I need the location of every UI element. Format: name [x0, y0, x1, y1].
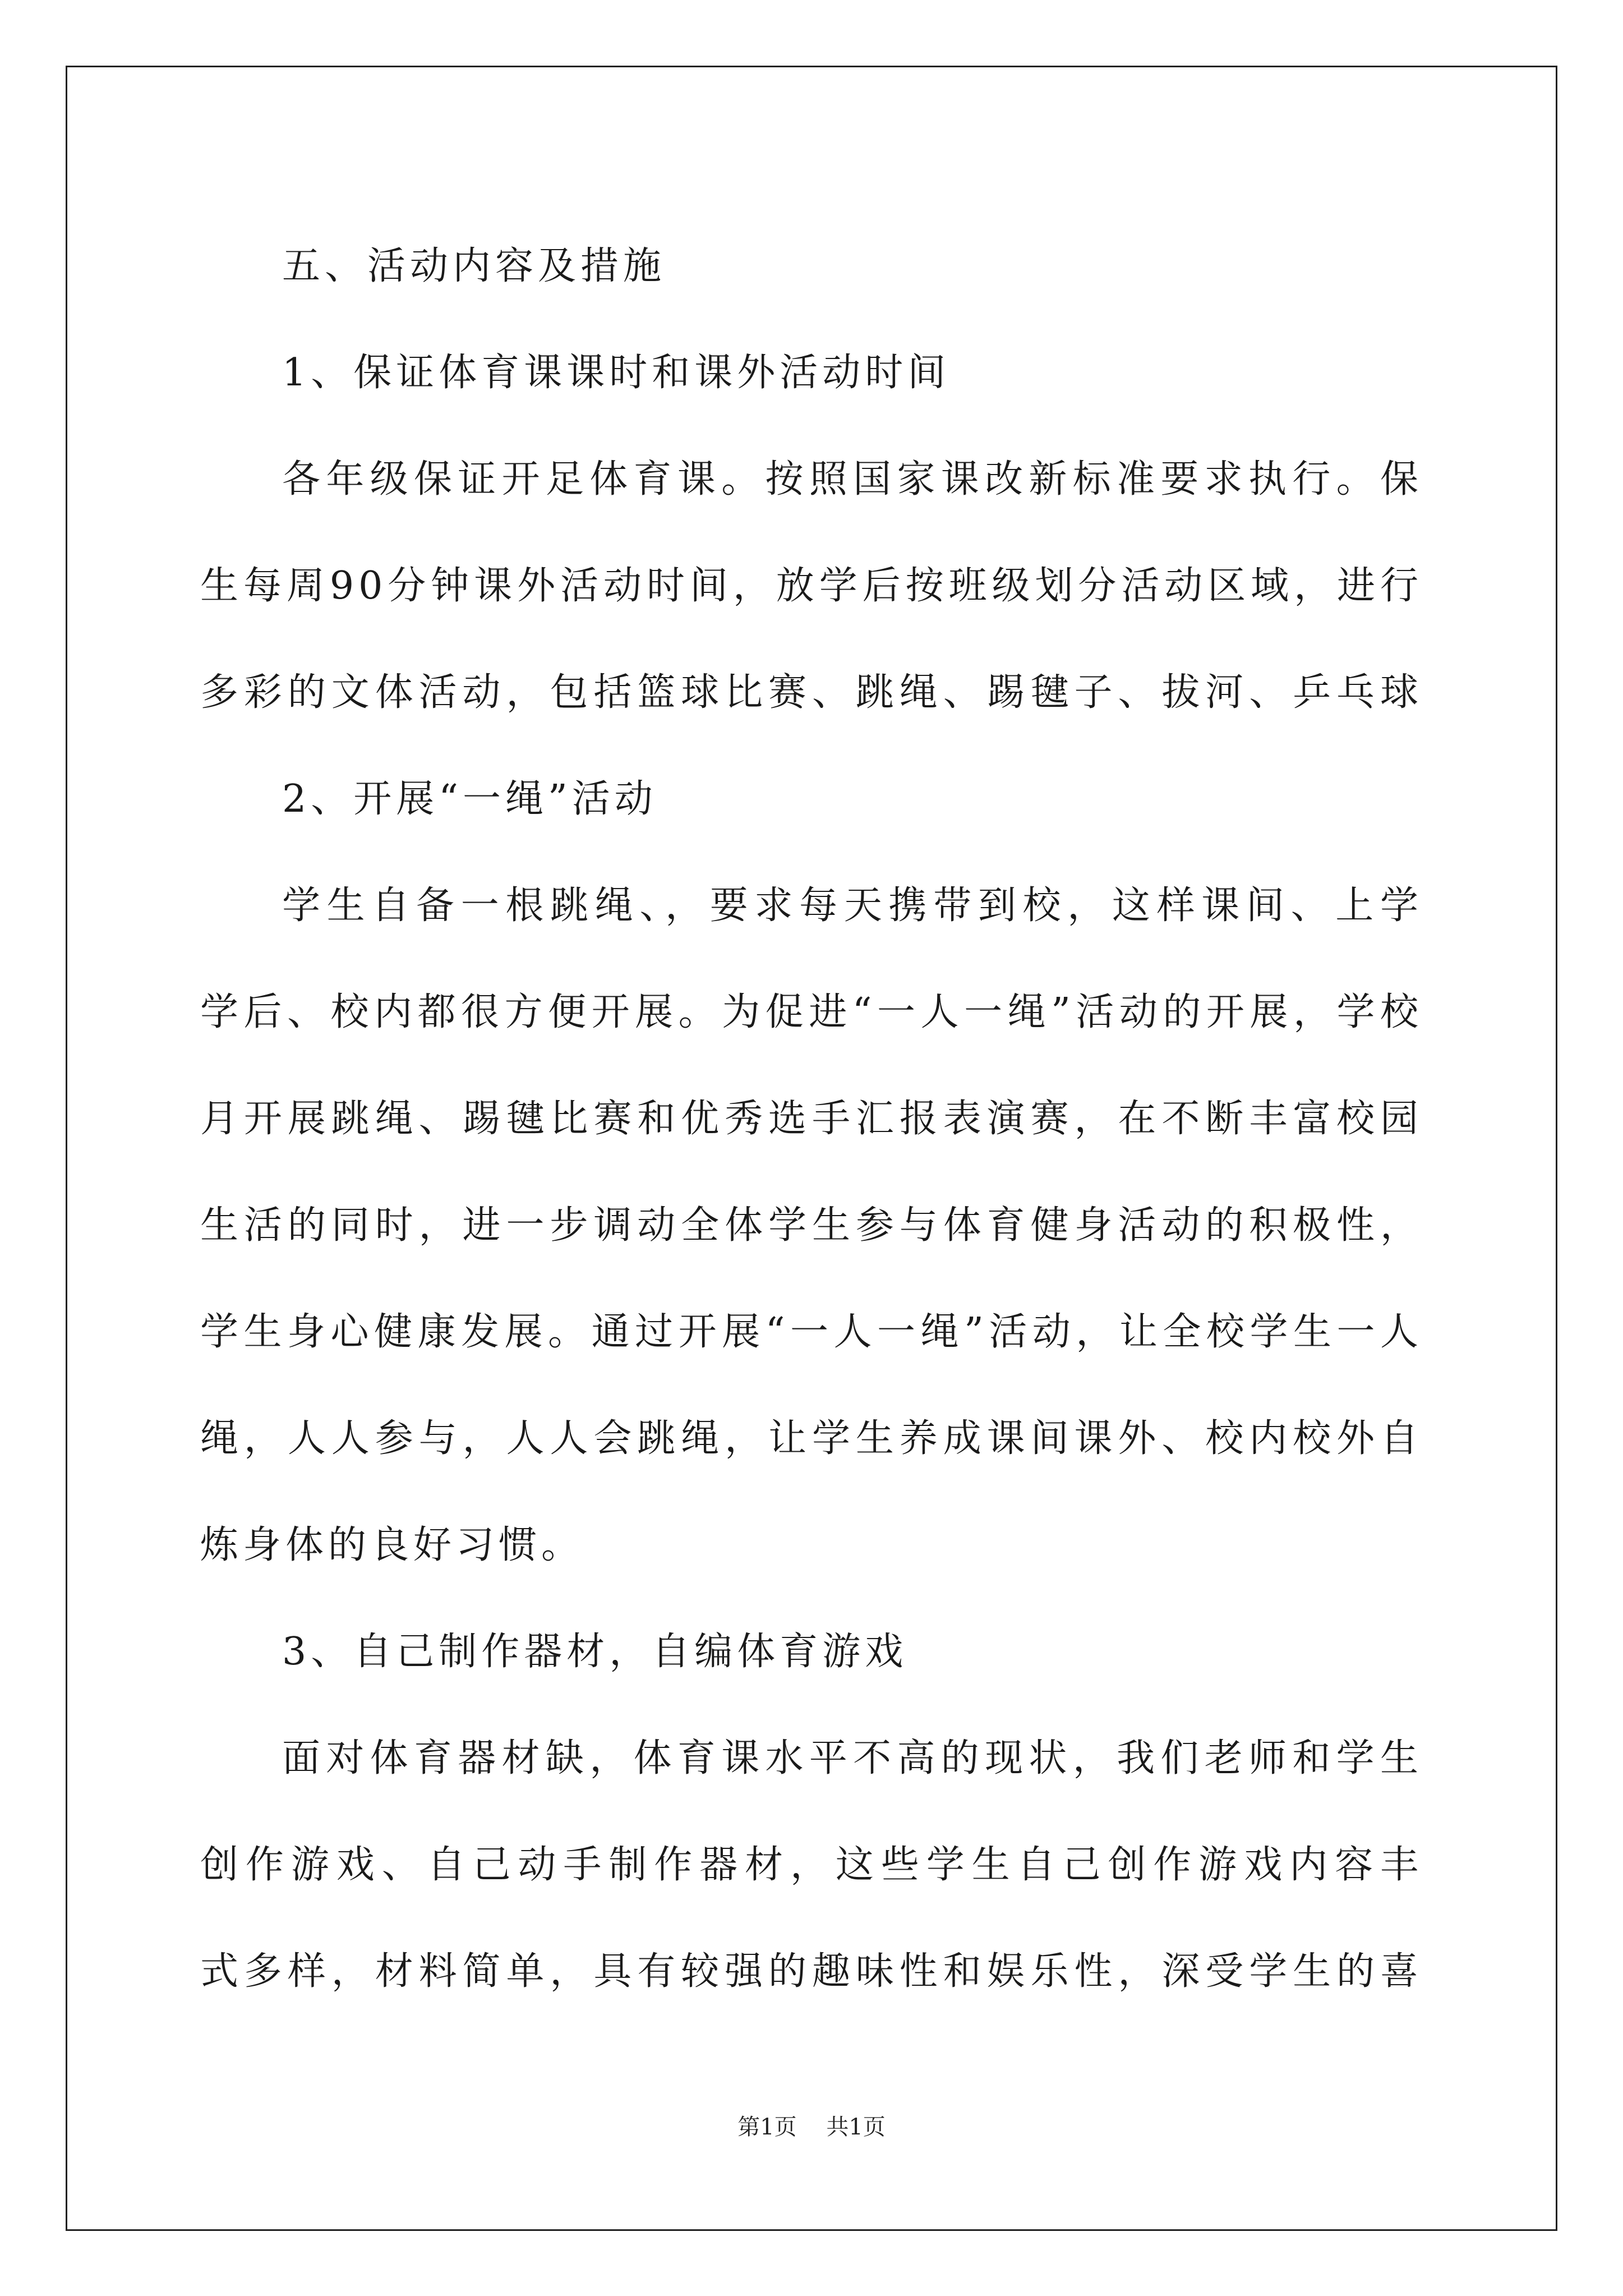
- paragraph-line: 生每周90分钟课外活动时间，放学后按班级划分活动区域，进行: [200, 564, 1423, 608]
- paragraph-line: 月开展跳绳、踢毽比赛和优秀选手汇报表演赛，在不断丰富校园: [200, 1097, 1423, 1141]
- page-total: 共1页: [826, 2114, 886, 2140]
- document-body: [200, 213, 1423, 2025]
- paragraph-line: 学生自备一根跳绳、，要求每天携带到校，这样课间、上学: [282, 884, 1423, 928]
- paragraph-line: 学后、校内都很方便开展。为促进“一人一绳”活动的开展，学校: [200, 990, 1423, 1034]
- paragraph-line: 创作游戏、自己动手制作器材，这些学生自己创作游戏内容丰: [200, 1843, 1423, 1887]
- paragraph-line: 绳，人人参与，人人会跳绳，让学生养成课间课外、校内校外自: [200, 1416, 1423, 1461]
- section-heading: 五、活动内容及措施: [282, 244, 666, 288]
- paragraph-line: 面对体育器材缺，体育课水平不高的现状，我们老师和学生: [282, 1736, 1423, 1780]
- paragraph-line: 学生身心健康发展。通过开展“一人一绳”活动，让全校学生一人: [200, 1310, 1423, 1354]
- paragraph-line: 式多样，材料简单，具有较强的趣味性和娱乐性，深受学生的喜: [200, 1949, 1423, 1994]
- subsection-heading: 1、保证体育课课时和课外活动时间: [282, 351, 951, 395]
- paragraph-line: 多彩的文体活动，包括篮球比赛、跳绳、踢毽子、拔河、乒乓球: [200, 670, 1423, 715]
- paragraph-line: 生活的同时，进一步调动全体学生参与体育健身活动的积极性，: [200, 1203, 1423, 1248]
- subsection-heading: 3、自己制作器材，自编体育游戏: [282, 1630, 908, 1674]
- paragraph-line: 各年级保证开足体育课。按照国家课改新标准要求执行。保: [282, 457, 1423, 501]
- paragraph-line: 炼身体的良好习惯。: [200, 1523, 584, 1567]
- subsection-heading: 2、开展“一绳”活动: [282, 777, 657, 821]
- page-number: 第1页: [737, 2114, 797, 2140]
- page-footer: [0, 2109, 1623, 2141]
